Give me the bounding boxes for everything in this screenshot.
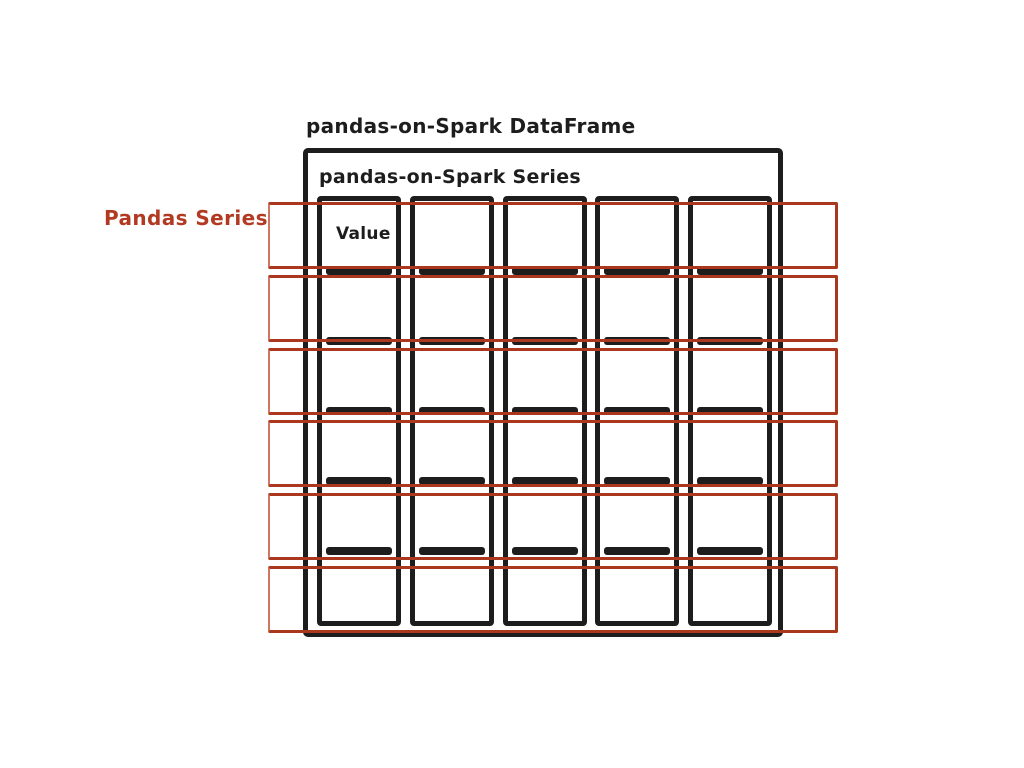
value-cell	[508, 481, 582, 551]
pandas-on-spark-series-label: pandas-on-Spark Series	[319, 166, 582, 188]
value-cell	[415, 551, 489, 621]
value-cell	[322, 551, 396, 621]
value-cell	[693, 411, 767, 481]
pandas-on-spark-series-column	[503, 196, 587, 626]
value-cell	[693, 551, 767, 621]
pandas-on-spark-series-column	[317, 196, 401, 626]
value-cell	[693, 481, 767, 551]
value-cell	[508, 201, 582, 271]
value-cell	[415, 271, 489, 341]
value-cell	[415, 481, 489, 551]
pandas-on-spark-series-column	[410, 196, 494, 626]
pandas-series-label: Pandas Series	[104, 206, 268, 230]
value-cell	[322, 481, 396, 551]
pandas-on-spark-series-column	[688, 196, 772, 626]
value-cell	[600, 551, 674, 621]
dataframe-title: pandas-on-Spark DataFrame	[306, 114, 636, 138]
value-cell	[693, 341, 767, 411]
value-label: Value	[336, 224, 391, 244]
series-columns-group	[317, 196, 772, 626]
value-cell	[600, 341, 674, 411]
value-cell	[322, 271, 396, 341]
value-cell	[415, 411, 489, 481]
value-cell	[600, 481, 674, 551]
value-cell	[322, 411, 396, 481]
value-cell	[508, 411, 582, 481]
value-cell	[600, 411, 674, 481]
pandas-on-spark-series-column	[595, 196, 679, 626]
value-cell	[415, 341, 489, 411]
value-cell	[508, 271, 582, 341]
value-cell	[415, 201, 489, 271]
value-cell	[600, 271, 674, 341]
value-cell	[693, 201, 767, 271]
value-cell	[322, 341, 396, 411]
value-cell	[600, 201, 674, 271]
value-cell	[693, 271, 767, 341]
value-cell	[322, 201, 396, 271]
value-cell	[508, 551, 582, 621]
value-cell	[508, 341, 582, 411]
